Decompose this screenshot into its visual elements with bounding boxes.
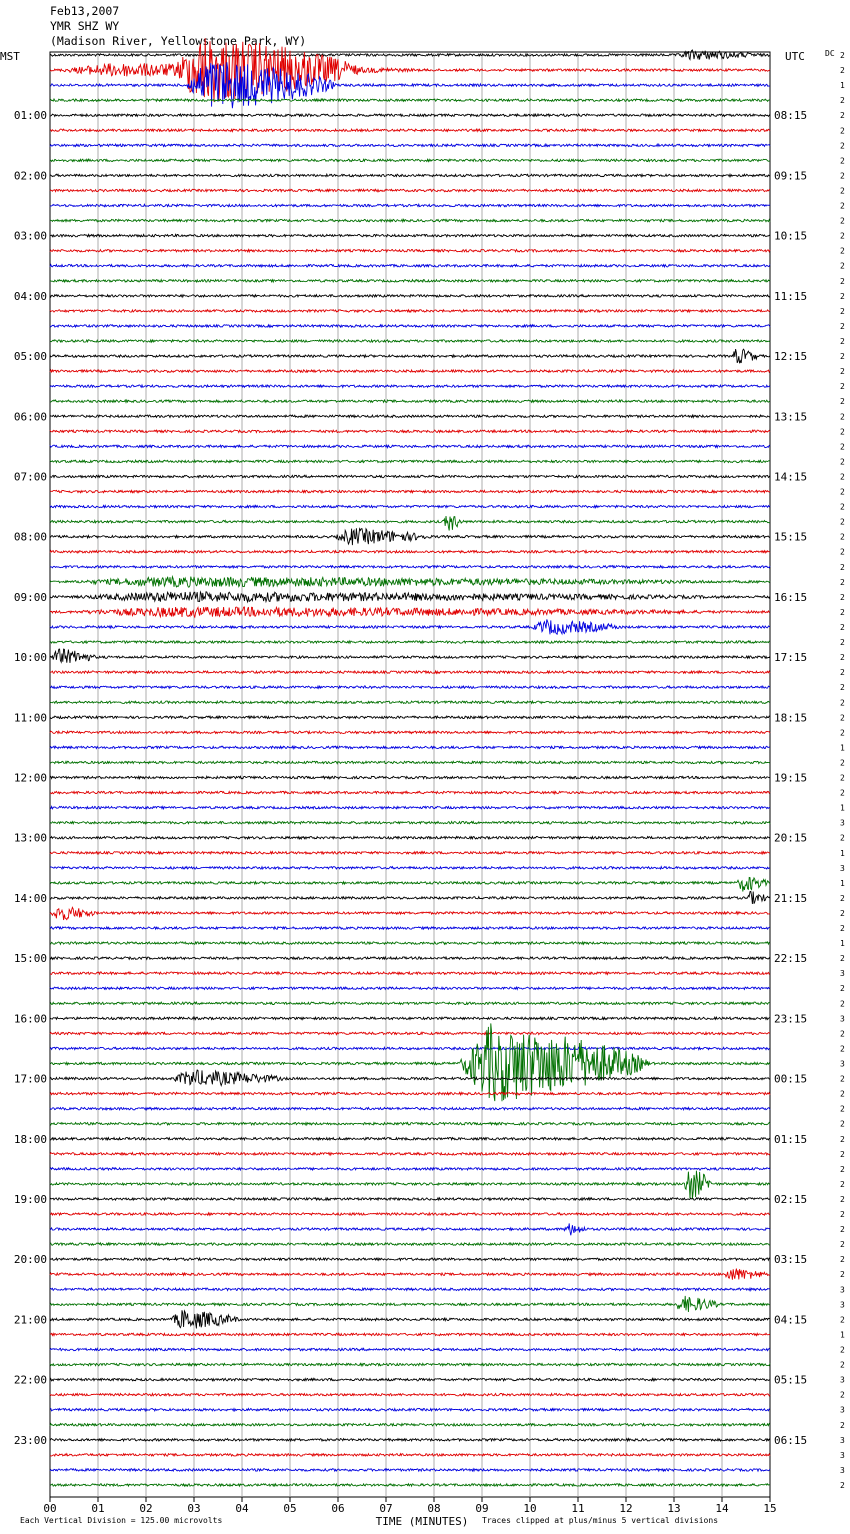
right-hour-label: 08:15 [774,109,808,123]
trace-line [50,607,770,617]
left-hour-label: 01:00 [13,109,47,123]
left-hour-label: 14:00 [13,891,47,905]
dc-offset-value: 2 [840,607,845,617]
left-hour-label: 10:00 [13,651,47,665]
right-hour-label: 17:15 [774,651,808,665]
dc-offset-value: 2 [840,788,845,798]
trace-line [50,528,770,545]
left-hour-label: 05:00 [13,350,47,364]
trace-line [50,50,770,60]
dc-offset-value: 2 [840,427,845,437]
trace-line [50,746,770,748]
dc-offset-value: 1 [840,939,845,949]
dc-offset-value: 3 [840,863,845,873]
x-axis-tick-label: 04 [235,1502,249,1515]
dc-offset-value: 3 [840,1405,845,1415]
dc-offset-value: 2 [840,502,845,512]
trace-line [50,701,770,703]
x-axis-tick-label: 14 [715,1502,729,1515]
left-hour-label: 20:00 [13,1253,47,1267]
dc-offset-value: 2 [840,382,845,392]
dc-offset-value: 2 [840,457,845,467]
left-hour-label: 08:00 [13,530,47,544]
x-axis-tick-label: 12 [619,1502,633,1515]
dc-offset-value: 2 [840,1225,845,1235]
right-hour-label: 12:15 [774,350,808,364]
x-axis-tick-label: 05 [283,1502,297,1515]
trace-line [50,1394,770,1396]
dc-offset-value: 2 [840,291,845,301]
trace-line [50,577,770,588]
footer-clip-note: Traces clipped at plus/minus 5 vertical divisions [482,1516,719,1525]
footer-scale-note: Each Vertical Division = 125.00 microvolts [20,1516,223,1525]
dc-offset-value: 2 [840,1255,845,1265]
x-axis-tick-label: 06 [331,1502,345,1515]
dc-offset-value: 2 [840,999,845,1009]
dc-offset-value: 2 [840,352,845,362]
dc-offset-value: 2 [840,547,845,557]
x-axis-tick-label: 11 [571,1502,585,1515]
dc-offset-value: 2 [840,306,845,316]
dc-offset-value: 2 [840,1104,845,1114]
x-axis-tick-label: 01 [91,1502,105,1515]
trace-line [50,1454,770,1456]
dc-offset-value: 2 [840,472,845,482]
trace-line [50,1484,770,1486]
right-hour-label: 04:15 [774,1313,808,1327]
trace-line [50,99,770,101]
trace-line [50,204,770,206]
x-axis-tick-label: 08 [427,1502,441,1515]
dc-offset-value: 1 [840,803,845,813]
trace-line [50,460,770,462]
trace-line [50,349,770,363]
trace-line [50,1017,770,1019]
x-axis-tick-label: 15 [763,1502,777,1515]
trace-line [50,1032,770,1034]
trace-line [50,852,770,854]
dc-offset-value: 2 [840,728,845,738]
dc-offset-value: 2 [840,261,845,271]
trace-line [50,761,770,763]
trace-line [50,907,770,920]
dc-offset-value: 2 [840,246,845,256]
trace-line [50,1348,770,1350]
dc-offset-value: 2 [840,1390,845,1400]
trace-line [50,731,770,733]
trace-line [50,641,770,643]
trace-line [50,972,770,974]
dc-offset-value: 3 [840,1465,845,1475]
dc-offset-value: 2 [840,1149,845,1159]
right-hour-label: 18:15 [774,711,808,725]
trace-line [50,62,770,108]
trace-line [50,219,770,221]
right-hour-label: 00:15 [774,1072,808,1086]
right-timezone-label: UTC [785,50,805,63]
trace-line [50,280,770,282]
trace-line [50,1168,770,1170]
dc-offset-value: 2 [840,141,845,151]
left-hour-label: 16:00 [13,1012,47,1026]
dc-offset-value: 2 [840,1179,845,1189]
dc-offset-value: 2 [840,833,845,843]
dc-offset-value: 2 [840,984,845,994]
trace-line [50,551,770,553]
left-hour-label: 19:00 [13,1192,47,1206]
right-hour-label: 22:15 [774,952,808,966]
trace-line [50,340,770,342]
trace-line [50,295,770,297]
trace-line [50,649,770,663]
left-hour-label: 02:00 [13,169,47,183]
left-hour-label: 21:00 [13,1313,47,1327]
dc-offset-value: 2 [840,1480,845,1490]
trace-line [50,1213,770,1215]
dc-offset-value: 2 [840,171,845,181]
dc-offset-value: 2 [840,1194,845,1204]
dc-offset-value: 2 [840,156,845,166]
left-hour-label: 06:00 [13,410,47,424]
right-hour-label: 20:15 [774,831,808,845]
dc-offset-value: 2 [840,276,845,286]
axis-labels [0,49,845,1528]
trace-line [50,1138,770,1140]
x-axis-tick-label: 13 [667,1502,681,1515]
dc-offset-value: 2 [840,1134,845,1144]
right-hour-label: 02:15 [774,1192,808,1206]
left-hour-label: 17:00 [13,1072,47,1086]
trace-line [50,1310,770,1328]
dc-offset-value: 2 [840,562,845,572]
dc-offset-value: 2 [840,442,845,452]
dc-offset-value: 2 [840,126,845,136]
dc-offset-value: 2 [840,893,845,903]
right-hour-label: 15:15 [774,530,808,544]
trace-line [50,445,770,447]
header-location: (Madison River, Yellowstone Park, WY) [50,34,307,48]
dc-offset-value: 1 [840,1330,845,1340]
dc-offset-value: 2 [840,51,845,61]
dc-offset-value: 3 [840,1300,845,1310]
dc-offset-value: 3 [840,1375,845,1385]
right-hour-label: 05:15 [774,1373,808,1387]
trace-line [50,837,770,839]
trace-line [50,1123,770,1125]
right-hour-label: 16:15 [774,590,808,604]
trace-line [50,791,770,793]
dc-offset-value: 2 [840,337,845,346]
dc-offset-value: 1 [840,848,845,858]
dc-offset-value: 2 [840,532,845,542]
left-hour-label: 07:00 [13,470,47,484]
trace-line [50,1243,770,1245]
dc-offset-value: 2 [840,758,845,768]
dc-offset-value: 2 [840,321,845,331]
trace-line [50,38,770,101]
dc-offset-value: 2 [840,367,845,377]
dc-offset-value: 2 [840,1044,845,1054]
dc-offset-value: 2 [840,773,845,783]
trace-line [50,1469,770,1471]
trace-line [50,1002,770,1004]
x-axis-tick-label: 00 [43,1502,57,1515]
trace-line [50,942,770,944]
dc-offset-value: 2 [840,908,845,918]
dc-offset-value: 2 [840,201,845,211]
trace-line [50,174,770,176]
trace-line [50,1171,770,1200]
trace-line [50,877,770,891]
dc-offset-value: 2 [840,66,845,76]
dc-offset-value: 1 [840,743,845,753]
dc-offset-value: 2 [840,216,845,226]
trace-line [50,516,770,531]
dc-offset-value: 2 [840,1164,845,1174]
dc-offset-value: 2 [840,592,845,602]
trace-line [50,430,770,432]
dc-offset-value: 2 [840,487,845,497]
dc-offset-value: 3 [840,1059,845,1069]
dc-offset-value: 2 [840,1119,845,1129]
plot-frame [50,52,770,1497]
trace-line [50,806,770,808]
dc-offset-value: 2 [840,638,845,648]
dc-offset-value: 2 [840,1240,845,1250]
trace-line [50,686,770,688]
dc-offset-value: 1 [840,81,845,91]
trace-line [50,1108,770,1110]
x-axis-tick-label: 03 [187,1502,201,1515]
left-hour-label: 15:00 [13,952,47,966]
trace-line [50,1198,770,1200]
dc-offset-value: 2 [840,231,845,241]
dc-offset-value: 2 [840,186,845,196]
trace-line [50,370,770,372]
trace-line [50,1070,770,1086]
trace-line [50,1439,770,1441]
right-hour-label: 03:15 [774,1253,808,1267]
trace-line [50,619,770,634]
left-hour-label: 13:00 [13,831,47,845]
trace-line [50,234,770,236]
dc-offset-value: 2 [840,412,845,422]
dc-offset-value: 3 [840,1450,845,1460]
trace-line [50,1333,770,1335]
trace-line [50,159,770,161]
trace-line [50,716,770,718]
right-hour-label: 10:15 [774,229,808,243]
dc-offset-value: 2 [840,683,845,693]
dc-offset-value: 2 [840,397,845,407]
trace-line [50,310,770,312]
x-axis-tick-label: 09 [475,1502,489,1515]
dc-offset-value: 2 [840,1420,845,1430]
trace-line [50,415,770,417]
trace-line [50,1296,770,1312]
trace-line [50,891,770,904]
dc-offset-value: 1 [840,878,845,888]
dc-offset-value: 2 [840,1360,845,1370]
dc-offset-value: 2 [840,713,845,723]
left-hour-label: 12:00 [13,771,47,785]
dc-offset-value: 2 [840,1029,845,1039]
right-hour-label: 21:15 [774,891,808,905]
x-axis-tick-label: 07 [379,1502,393,1515]
left-hour-label: 04:00 [13,289,47,303]
header-date: Feb13,2007 [50,4,120,18]
trace-line [50,250,770,252]
trace-line [50,325,770,327]
right-hour-label: 14:15 [774,470,808,484]
trace-line [50,1092,770,1094]
trace-line [50,189,770,191]
trace-line [50,475,770,477]
left-hour-label: 23:00 [13,1433,47,1447]
trace-line [50,671,770,673]
right-hour-label: 23:15 [774,1012,808,1026]
dc-offset-value: 2 [840,1210,845,1220]
dc-offset-value: 2 [840,111,845,121]
right-hour-label: 09:15 [774,169,808,183]
dc-label: DC [825,49,835,58]
left-hour-label: 22:00 [13,1373,47,1387]
trace-line [50,867,770,869]
dc-offset-value: 2 [840,622,845,632]
right-hour-label: 01:15 [774,1132,808,1146]
trace-line [50,1269,770,1280]
dc-offset-value: 2 [840,1315,845,1325]
trace-line [50,1363,770,1365]
trace-line [50,822,770,824]
dc-offset-value: 2 [840,698,845,708]
trace-line [50,927,770,929]
dc-offset-value: 2 [840,924,845,934]
trace-line [50,1378,770,1380]
trace-line [50,987,770,989]
trace-line [50,114,770,116]
trace-line [50,400,770,402]
trace-line [50,566,770,568]
dc-offset-value: 2 [840,517,845,527]
right-hour-label: 13:15 [774,410,808,424]
plot-grid [50,52,770,1497]
trace-line [50,490,770,492]
right-hour-label: 11:15 [774,289,808,303]
trace-line [50,1223,770,1235]
trace-line [50,505,770,507]
trace-line [50,1288,770,1290]
trace-line [50,592,770,602]
dc-offset-value: 3 [840,1014,845,1024]
header-station: YMR SHZ WY [50,19,120,33]
dc-offset-value: 3 [840,969,845,979]
dc-offset-value: 2 [840,954,845,964]
trace-line [50,1409,770,1411]
right-hour-label: 19:15 [774,771,808,785]
trace-line [50,385,770,387]
trace-line [50,1023,770,1101]
trace-line [50,1258,770,1260]
dc-offset-value: 2 [840,1270,845,1280]
trace-line [50,957,770,959]
left-timezone-label: MST [0,50,20,63]
dc-offset-value: 2 [840,1089,845,1099]
trace-line [50,776,770,778]
trace-line [50,1424,770,1426]
left-hour-label: 11:00 [13,711,47,725]
trace-line [50,144,770,146]
left-hour-label: 18:00 [13,1132,47,1146]
dc-offset-value: 2 [840,1345,845,1355]
right-hour-label: 06:15 [774,1433,808,1447]
left-hour-label: 09:00 [13,590,47,604]
dc-offset-value: 2 [840,668,845,678]
left-hour-label: 03:00 [13,229,47,243]
x-axis-title: TIME (MINUTES) [375,1515,469,1528]
dc-offset-value: 2 [840,653,845,663]
dc-offset-value: 3 [840,818,845,828]
trace-line [50,1153,770,1155]
dc-offset-value: 3 [840,1285,845,1295]
dc-offset-value: 2 [840,1074,845,1084]
x-axis-tick-label: 02 [139,1502,153,1515]
dc-offset-value: 2 [840,577,845,587]
x-axis-tick-label: 10 [523,1502,537,1515]
dc-offset-value: 2 [840,96,845,106]
trace-line [50,1047,770,1049]
trace-line [50,265,770,267]
dc-offset-value: 3 [840,1435,845,1445]
seismic-traces [50,38,770,1486]
trace-line [50,129,770,131]
